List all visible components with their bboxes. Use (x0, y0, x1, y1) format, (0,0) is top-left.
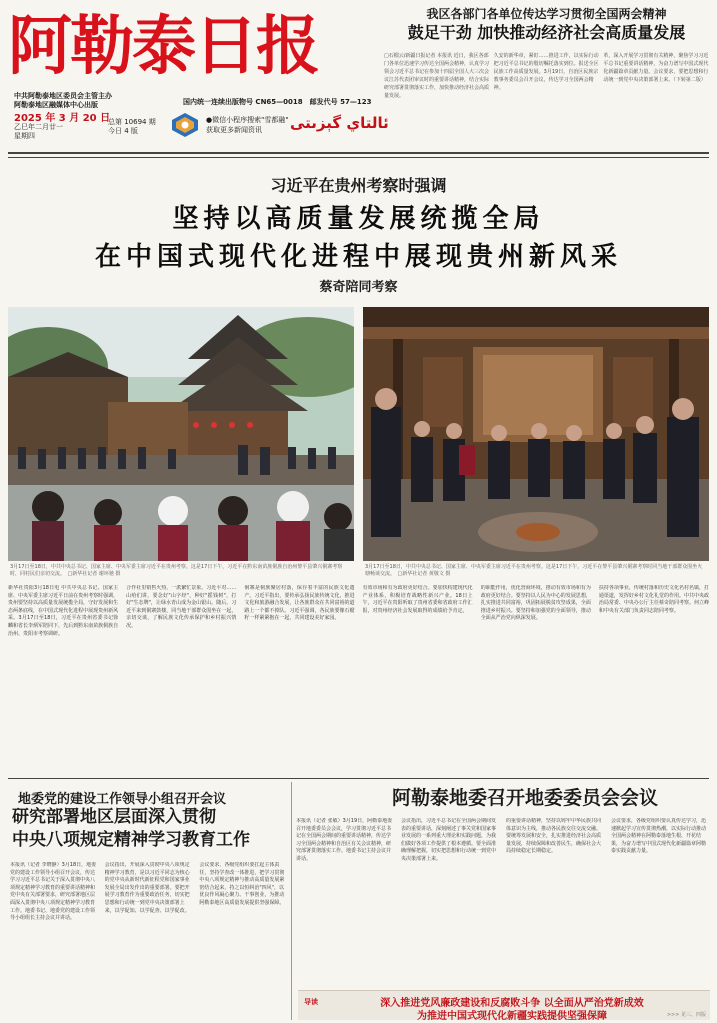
app-promo (206, 115, 289, 135)
story3-headline[interactable]: 阿勒泰地委召开地委委员会会议 (391, 787, 658, 809)
photo-village-drum-tower[interactable] (8, 307, 354, 561)
date-block (14, 114, 110, 141)
main-subhead: 蔡奇陪同考察 (319, 280, 398, 295)
publisher-info (14, 92, 112, 110)
newspaper-logo: 阿勒泰日报 (8, 9, 318, 84)
text-column: 久安的新华章，紧盯……推进工作，以实际行动把习近平总书记的殷切嘱托落实到位。报送全区民族工作高质量发展。3月19日，自治区民族宗教事务委员会召开会议，传达学习全国两会精神。 (493, 53, 599, 91)
top-story-kicker: 我区各部门各单位传达学习贯彻全国两会精神 (426, 7, 667, 21)
guide-line-1[interactable]: 深入推进党风廉政建设和反腐败斗争 以全面从严治党新成效 (380, 998, 644, 1009)
top-story[interactable] (384, 6, 709, 150)
weekday: 星期四 (14, 132, 35, 140)
main-article-body (8, 585, 709, 773)
snow-app-icon[interactable] (170, 112, 200, 138)
text-column: 本报讯（记者 李晓静）3月18日，地委党的建设工作领导小组召开会议，传达学习习近平总书记关于深入贯彻中央八项规定精神学习教育的重要讲话精神和党中央有关部署要求，研究部署地区层面深入贯彻中央八项规定精神学习教育工作。地委书记、地委党的建设工作领导小组组长主持会议并讲话。 (10, 862, 97, 922)
text-column: 合作社里销售火热，一派繁忙景象。习近平对……山哈们讲，要念好"山字经"，种好"摇钱树"，打好"生态牌"，让绿水青山成为金山银山。随后，习近平来到侗寨鼓楼，同当地干部群众围坐在一起，亲切交谈，了解民族文化传承保护和乡村振兴情况。 (126, 585, 237, 629)
page-count: 今日 4 版 (108, 127, 138, 135)
app-promo-line: 获取更多新闻资讯 (206, 126, 262, 134)
top-story-headline[interactable]: 鼓足干劲 加快推动经济社会高质量发展 (407, 23, 686, 42)
main-headline-line-1[interactable]: 坚持以高质量发展统揽全局 (172, 204, 545, 234)
text-column: 有效市场和有为政府更好结合。要加快构建现代化产业体系，积极培育战略性新兴产业。18日上午，习近平在贵阳听取了贵州省委和省政府工作汇报，对贵州经济社会发展取得的成绩给予肯定。 (362, 585, 473, 614)
text-column: 会议指出，开展深入贯彻中央八项规定精神学习教育，是以习近平同志为核心的党中央从新时代新征程党和国家事业发展全局出发作出的重要部署。要把开展学习教育作为重要政治任务，切实把思想和行动统一到党中央决策部署上来，以学促知、以学促查、以学促改。 (104, 862, 190, 914)
publication-code: 国内统一连续出版物号 CN65—0018 邮发代号 57—123 (183, 98, 372, 106)
issue-number: 总第 10694 期 (108, 118, 156, 126)
text-column: 的重要讲话精神，坚持以铸牢中华民族共同体意识为主线，推动各民族交往交流交融。要统筹发展和安全，扎实推进经济社会高质量发展，持续保障和改善民生，确保社会大局持续稳定长期稳定。 (506, 818, 602, 855)
guide-box[interactable] (298, 990, 710, 1020)
photo-caption-left: 3月17日至18日，中共中央总书记、国家主席、中央军委主席习近平在贵州考察。这是17日下午，习近平在黔东南苗族侗族自治州黎平县肇兴侗寨考察时，同村民们亲切交流。 □新华社记者 谢环驰 摄 (10, 564, 343, 577)
story3-body (296, 818, 710, 988)
guide-line-2[interactable]: 为推进中国式现代化新疆实践提供坚强保障 (417, 1011, 607, 1022)
issue-date: 2025 年 3 月 20 日 (14, 113, 111, 124)
text-column: 革，深入开展学习贯彻有关精神，聚焦学习习近平总书记重要讲话精神，为奋力谱写中国式现代化新疆篇章贡献力量。会议要求，要把思想和行动统一到党中央决策部署上来。（下转第二版） (603, 53, 709, 83)
text-column: 扶持各项事业，传统村落和历史文化名村名镇，打通渠道，发挥好乡村文化礼堂的作用。中共中央政治局常委、中央办公厅主任蔡奇陪同考察。何立峰和中央有关部门负责同志陪同考察。 (598, 585, 710, 614)
text-column: □石榴云/新疆日报记者 本报讯 近日，我区各部门各单位迅速学习传达全国两会精神，认真学习领会习近平总书记在参加十四届全国人大三次会议江苏代表团审议时的重要讲话精神，结合实际研究部署贯彻落实工作，加快推动经济社会高质量发展。 (384, 53, 490, 99)
lunar-date: 乙巳年二月廿一 (14, 123, 63, 131)
text-column: 的职能作用，优化营商环境，推动有效市场和有为政府更好结合。要坚持以人民为中心的发展思想，扎实推进共同富裕，巩固拓展脱贫攻坚成果，全面推进乡村振兴。要坚持和加强党的全面领导，推动全面从严治党向纵深发展。 (480, 585, 591, 622)
divider (8, 157, 709, 158)
main-kicker: 习近平在贵州考察时强调 (270, 176, 447, 195)
publisher-line: 阿勒泰地区融媒体中心出版 (14, 101, 98, 109)
story2-body (10, 862, 288, 988)
guide-page-ref[interactable]: >>> 见三、四版 (666, 1012, 706, 1018)
uyghur-title: ئالتاي گېزىتى (290, 114, 389, 132)
photo-caption-right: 3月17日至18日，中共中央总书记、国家主席、中央军委主席习近平在贵州考察。这是17日下午，习近平在黎平县肇兴侗寨考察时同当地干部群众围坐火塘畅谈交流。 □新华社记者 黄敬文 摄 (365, 564, 703, 577)
guide-badge: 导读 (304, 998, 318, 1006)
app-promo-line: ●微信小程序搜索"雪都融" (206, 116, 289, 124)
text-column: 新华社贵阳3月18日电 中共中央总书记、国家主席、中央军委主席习近平日前在贵州考察时强调，贵州要坚持以高质量发展统揽全局，守好发展和生态两条底线，在中国式现代化进程中展现贵州新风采。3月17日至18日，习近平在贵州省委书记徐麟和省长李炳军陪同下，先后到黔东南苗族侗族自治州、贵阳市考察调研。 (8, 585, 119, 637)
divider (8, 778, 709, 779)
masthead (0, 0, 717, 150)
story2-kicker: 地委党的建设工作领导小组召开会议 (18, 792, 227, 807)
main-headline-line-2[interactable]: 在中国式现代化进程中展现贵州新风采 (94, 242, 622, 272)
story2-headline[interactable] (12, 806, 292, 852)
text-column: 侗寨是侗族聚居村落，保存着丰富的民族文化遗产。习近平指出，要传承弘扬民族传统文化，推进文化和旅游融合发展，让各族群众在共同富裕的道路上一个都不掉队。习近平强调，各民族要像石榴籽一样紧紧抱在一起，共同建设美好家园。 (244, 585, 355, 622)
text-column: 本报讯（记者 张敏）3月19日，阿勒泰地委召开地委委员会会议，学习贯彻习近平总书记在全国两会期间的重要讲话精神，传达学习全国两会精神和自治区有关会议精神，研究部署贯彻落实工作。地委书记主持会议并讲话。 (296, 818, 393, 862)
top-story-body (384, 52, 709, 132)
story2-headline-line: 研究部署地区层面深入贯彻 (12, 807, 216, 827)
photo-firepit-meeting[interactable] (363, 307, 709, 561)
text-column: 会议指出，习近平总书记在全国两会期间发表的重要讲话，深刻阐述了事关党和国家事业发展的一系列重大理论和实践问题，为我们做好各项工作提供了根本遵循。要全面准确理解把握，切实把思想和行动统一到党中央决策部署上来。 (401, 818, 497, 862)
publisher-line: 中共阿勒泰地区委员会主管主办 (14, 92, 112, 100)
issue-block (108, 118, 156, 136)
story2-headline-line: 中央八项规定精神学习教育工作 (12, 830, 250, 850)
text-column: 会议要求，各级党组织要认真传达学习，迅速掀起学习宣传贯彻热潮，以实际行动推动全国两会精神在阿勒泰落地生根、开花结果，为奋力谱写中国式现代化新疆篇章阿勒泰实践贡献力量。 (611, 818, 707, 855)
text-column: 会议要求，各级党组织要扛起主体责任，坚持学查改一体推进，把学习贯彻中央八项规定精神与推动高质量发展紧密结合起来，持之以恒纠治"四风"，以优良作风凝心聚力、干事创业，为推动阿勒泰地区高质量发展提供坚强保障。 (199, 862, 285, 906)
divider (8, 152, 709, 154)
